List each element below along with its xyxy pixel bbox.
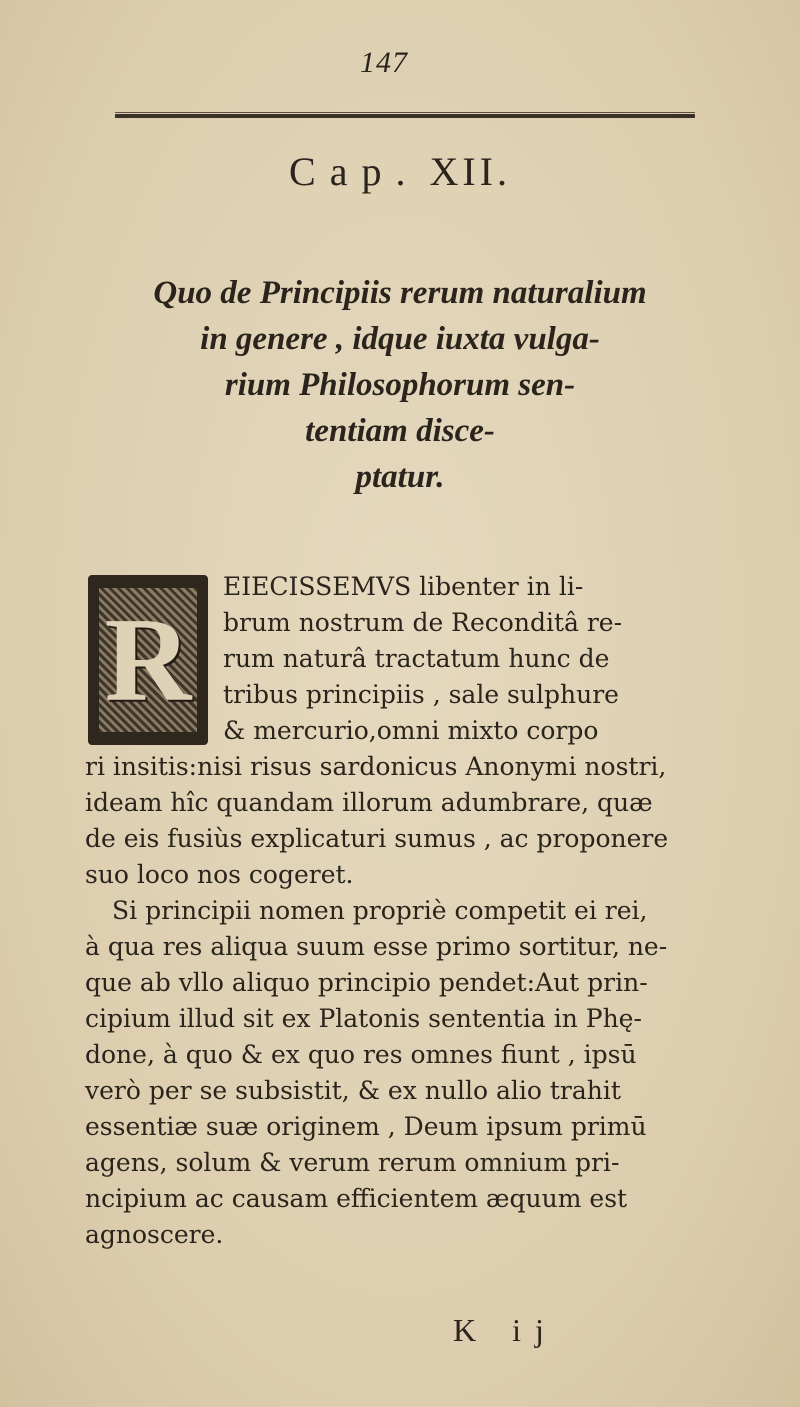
chapter-number: XII. [429, 149, 511, 194]
body-line: done, à quo & ex quo res omnes fiunt , ipsū [85, 1040, 637, 1069]
body-line: que ab vllo aliquo principio pendet:Aut prin- [85, 968, 648, 997]
body-line: & mercurio,omni mixto corpo [223, 716, 599, 745]
body-line: rum naturâ tractatum hunc de [223, 644, 610, 673]
body-line: verò per se subsistit, & ex nullo alio trahit [85, 1076, 621, 1105]
body-line: agnoscere. [85, 1220, 224, 1249]
body-line: essentiæ suæ originem , Deum ipsum primū [85, 1112, 647, 1141]
body-line: cipium illud sit ex Platonis sententia in Phę- [85, 1004, 642, 1033]
initial-letter: R [104, 593, 192, 726]
chapter-label: Cap. [289, 149, 420, 194]
body-line: Si principii nomen propriè competit ei rei, [112, 896, 648, 925]
summary-line: ptatur. [355, 459, 445, 495]
body-line: ri insitis:nisi risus sardonicus Anonymi nostri, [85, 752, 667, 781]
body-line: EIECISSEMVS libenter in li- [223, 572, 584, 601]
ornamental-initial [88, 575, 208, 745]
body-line: suo loco nos cogeret. [85, 860, 354, 889]
body-line: brum nostrum de Reconditâ re- [223, 608, 623, 637]
body-line: ideam hîc quandam illorum adumbrare, quæ [85, 788, 653, 817]
page-number: 147 [360, 46, 408, 79]
body-line: à qua res aliqua suum esse primo sortitur, ne- [85, 932, 668, 961]
summary-line: Quo de Principiis rerum naturalium [153, 275, 647, 311]
header-rule [115, 112, 695, 120]
body-line: ncipium ac causam efficientem æquum est [85, 1184, 628, 1213]
body-line: agens, solum & verum rerum omnium pri- [85, 1148, 620, 1177]
body-line: tribus principiis , sale sulphure [223, 680, 619, 709]
summary-line: in genere , idque iuxta vulga- [200, 321, 600, 357]
summary-line: rium Philosophorum sen- [224, 367, 576, 403]
body-line: de eis fusiùs explicaturi sumus , ac proponere [85, 824, 669, 853]
chapter-heading [0, 148, 800, 195]
summary-line: tentiam disce- [305, 413, 495, 449]
chapter-summary [80, 270, 720, 500]
signature-mark: K ij [453, 1312, 558, 1348]
